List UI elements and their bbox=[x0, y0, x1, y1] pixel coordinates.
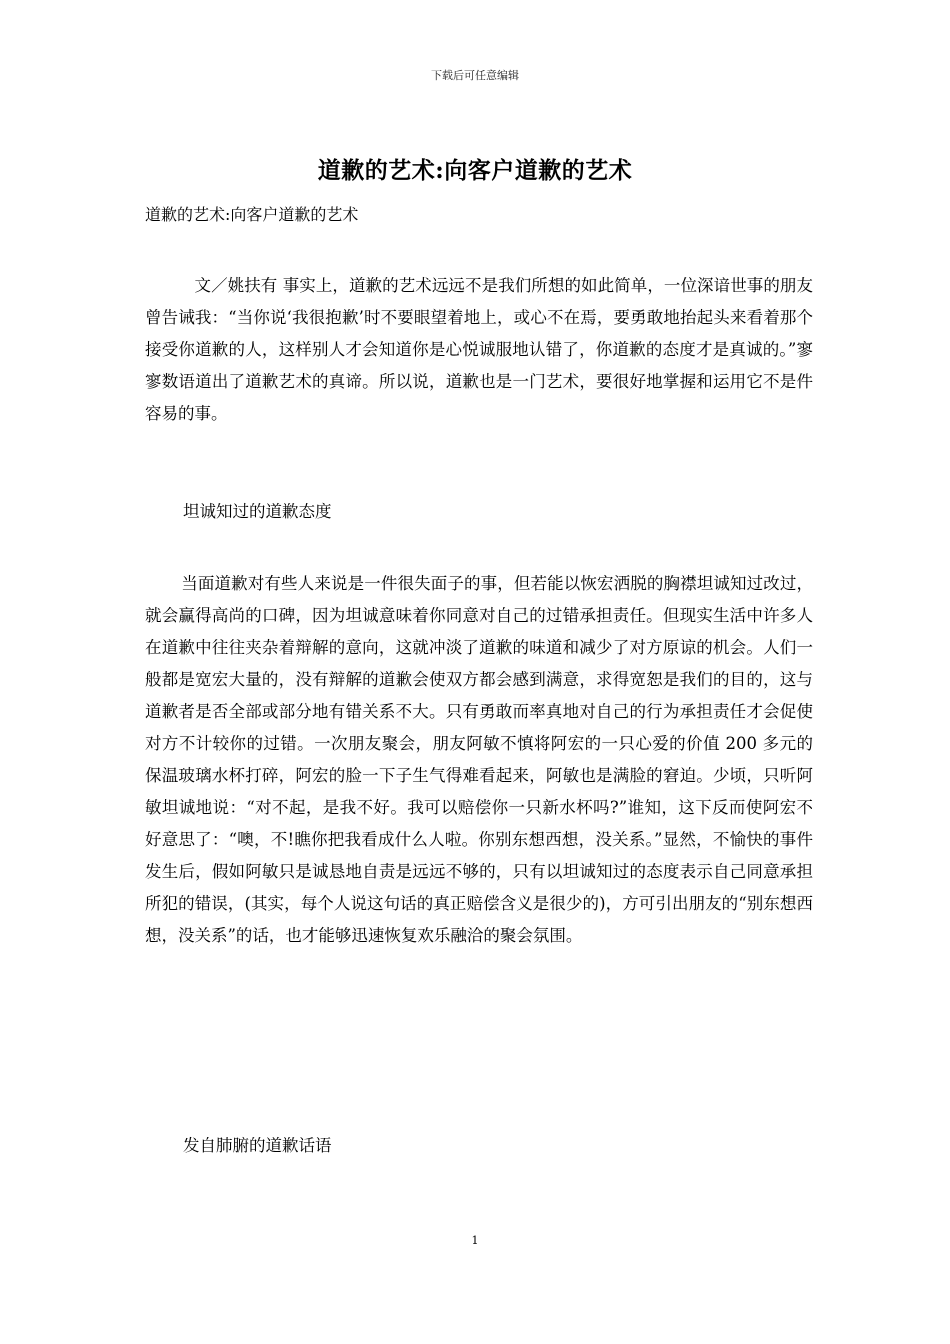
intro-paragraph: 文／姚扶有 事实上，道歉的艺术远远不是我们所想的如此简单，一位深谙世事的朋友曾告诫我：“当你说‘我很抱歉’时不要眼望着地上，或心不在焉，要勇敢地抬起头来看着那个接受你道歉的人，这样别人才会知道你是心悦诚服地认错了，你道歉的态度才是真诚的。”寥寥数语道出了道歉艺术的真谛。所以说，道歉也是一门艺术，要很好地掌握和运用它不是件容易的事。 bbox=[145, 276, 813, 423]
section-heading-candid-attitude: 坦诚知过的道歉态度 bbox=[183, 502, 332, 521]
header-note: 下载后可任意编辑 bbox=[431, 69, 519, 82]
section-heading-sincere-words: 发自肺腑的道歉话语 bbox=[183, 1136, 332, 1155]
document-title: 道歉的艺术:向客户道歉的艺术 bbox=[317, 157, 633, 184]
section-paragraph: 当面道歉对有些人来说是一件很失面子的事，但若能以恢宏洒脱的胸襟坦诚知过改过，就会赢得高尚的口碑，因为坦诚意味着你同意对自己的过错承担责任。但现实生活中许多人在道歉中往往夹杂着辩解的意向，这就冲淡了道歉的味道和减少了对方原谅的机会。人们一般都是宽宏大量的，没有辩解的道歉会使双方都会感到满意，求得宽恕是我们的目的，这与道歉者是否全部或部分地有错关系不大。只有勇敢而率真地对自己的行为承担责任才会促使对方不计较你的过错。一次朋友聚会，朋友阿敏不慎将阿宏的一只心爱的价值 200 多元的保温玻璃水杯打碎，阿宏的脸一下子生气得难看起来，阿敏也是满脸的窘迫。少顷，只听阿敏坦诚地说：“对不起，是我不好。我可以赔偿你一只新水杯吗?”谁知，这下反而使阿宏不好意思了：“噢，不!瞧你把我看成什么人啦。你别东想西想，没关系。”显然，不愉快的事件发生后，假如阿敏只是诚恳地自责是远远不够的，只有以坦诚知过的态度表示自己同意承担所犯的错误，(其实，每个人说这句话的真正赔偿含义是很少的)，方可引出朋友的“别东想西想，没关系”的话，也才能够迅速恢复欢乐融洽的聚会氛围。 bbox=[145, 574, 813, 945]
page-number: 1 bbox=[471, 1234, 479, 1247]
section-candid-attitude bbox=[145, 568, 813, 952]
intro-section bbox=[145, 270, 813, 430]
document-subtitle: 道歉的艺术:向客户道歉的艺术 bbox=[145, 205, 359, 224]
